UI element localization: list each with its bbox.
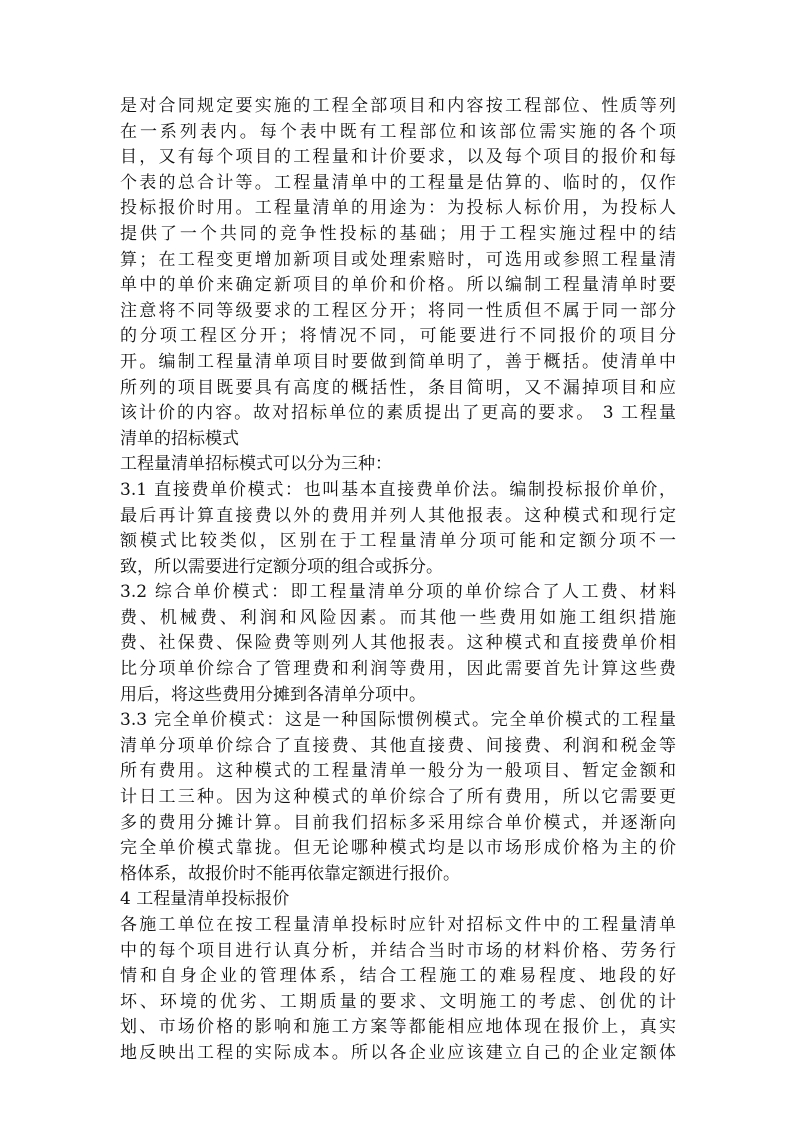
text-line: 工程量清单招标模式可以分为三种： [120,454,392,475]
text-line: 地反映出工程的实际成本。所以各企业应该建立自己的企业定额体 [120,1042,676,1063]
text-line: 单中的单价来确定新项目的单价和价格。所以编制工程量清单时要 [120,275,676,296]
text-line: 清单分项单价综合了直接费、其他直接费、间接费、利润和税金等 [120,735,676,756]
text-line: 算；在工程变更增加新项目或处理索赔时，可选用或参照工程量清 [120,249,676,270]
text-line: 所列的项目既要具有高度的概括性，条目简明，又不漏掉项目和应 [120,377,676,398]
text-line: 情和自身企业的管理体系，结合工程施工的难易程度、地段的好 [120,966,676,987]
section-heading-line: 4 工程量清单投标报价 [120,889,290,910]
subsection-line: 3.1 直接费单价模式：也叫基本直接费单价法。编制投标报价单价， [120,479,676,500]
text-line: 提供了一个共同的竞争性投标的基础；用于工程实施过程中的结 [120,223,676,244]
section-heading-line: 清单的招标模式 [120,428,239,449]
subsection-line: 3.3 完全单价模式：这是一种国际惯例模式。完全单价模式的工程量 [120,710,676,731]
text-line: 致，所以需要进行定额分项的组合或拆分。 [120,556,443,577]
text-line: 注意将不同等级要求的工程区分开；将同一性质但不属于同一部分 [120,300,676,321]
text-line: 费、机械费、利润和风险因素。而其他一些费用如施工组织措施 [120,607,676,628]
text-line: 是对合同规定要实施的工程全部项目和内容按工程部位、性质等列 [120,96,676,116]
text-line: 计日工三种。因为这种模式的单价综合了所有费用，所以它需要更 [120,787,676,808]
text-line: 用后，将这些费用分摊到各清单分项中。 [120,684,426,705]
text-line: 个表的总合计等。工程量清单中的工程量是估算的、临时的，仅作 [120,172,676,193]
text-line: 费、社保费、保险费等则列人其他报表。这种模式和直接费单价相 [120,633,676,654]
text-line: 比分项单价综合了管理费和利润等费用，因此需要首先计算这些费 [120,659,676,680]
text-line: 多的费用分摊计算。目前我们招标多采用综合单价模式，并逐渐向 [120,812,676,833]
text-line: 目，又有每个项目的工程量和计价要求，以及每个项目的报价和每 [120,147,676,168]
text-line: 划、市场价格的影响和施工方案等都能相应地体现在报价上，真实 [120,1017,676,1038]
text-line: 中的每个项目进行认真分析，并结合当时市场的材料价格、劳务行 [120,940,676,961]
text-line: 坏、环境的优劣、工期质量的要求、文明施工的考虑、创优的计 [120,991,676,1012]
text-line: 该计价的内容。故对招标单位的素质提出了更高的要求。 3 工程量 [120,403,676,424]
text-line: 完全单价模式靠拢。但无论哪种模式均是以市场形成价格为主的价 [120,838,676,859]
subsection-line: 3.2 综合单价模式：即工程量清单分项的单价综合了人工费、材料 [120,582,676,603]
text-line: 额模式比较类似，区别在于工程量清单分项可能和定额分项不一 [120,531,676,552]
text-line: 投标报价时用。工程量清单的用途为：为投标人标价用，为投标人 [120,198,676,219]
text-line: 在一系列表内。每个表中既有工程部位和该部位需实施的各个项 [120,121,676,142]
body-text [120,94,676,1067]
text-line: 开。编制工程量清单项目时要做到简单明了，善于概括。使清单中 [120,351,676,372]
text-line: 格体系，故报价时不能再依靠定额进行报价。 [120,863,460,884]
text-line: 各施工单位在按工程量清单投标时应针对招标文件中的工程量清单 [120,915,676,935]
text-line: 的分项工程区分开；将情况不同，可能要进行不同报价的项目分 [120,326,676,347]
text-line: 最后再计算直接费以外的费用并列人其他报表。这种模式和现行定 [120,505,676,526]
text-line: 所有费用。这种模式的工程量清单一般分为一般项目、暂定金额和 [120,761,676,782]
